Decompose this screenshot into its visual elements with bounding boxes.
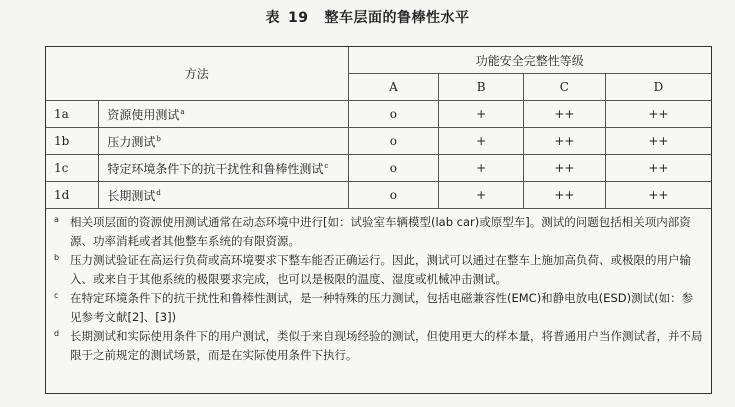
note-item xyxy=(54,327,704,365)
row-note-mark: a xyxy=(180,107,185,116)
table-row xyxy=(46,101,711,128)
row-method xyxy=(99,182,348,209)
note-mark: b xyxy=(54,253,60,262)
row-level-c: ++ xyxy=(524,155,606,182)
table-title-number: 19 xyxy=(288,10,309,26)
row-note-mark: b xyxy=(156,134,161,143)
table-title-text: 整车层面的鲁棒性水平 xyxy=(324,10,470,26)
table-notes xyxy=(54,213,704,365)
table-title-label: 表 xyxy=(265,10,280,26)
method-header: 方法 xyxy=(46,47,348,101)
row-level-d: ++ xyxy=(605,128,711,155)
row-id: 1a xyxy=(46,101,99,128)
level-header-c: C xyxy=(524,74,606,101)
note-text: 压力测试验证在高运行负荷或高环境要求下整车能否正确运行。因此，测试可以通过在整车上施加高负荷、或极限的用户输入、或来自于其他系统的极限要求完成，也可以是极限的温度、湿度或机械冲击测试。 xyxy=(70,253,691,286)
row-level-d: ++ xyxy=(605,182,711,209)
row-method-text: 长期测试 xyxy=(107,188,156,203)
row-note-mark: c xyxy=(324,161,329,170)
row-note-mark: d xyxy=(156,188,161,197)
row-id: 1c xyxy=(46,155,99,182)
row-level-a: o xyxy=(348,128,439,155)
row-level-b: + xyxy=(439,182,524,209)
note-item xyxy=(54,213,704,251)
row-level-b: + xyxy=(439,101,524,128)
note-mark: d xyxy=(54,329,60,338)
table-row xyxy=(46,128,711,155)
row-level-a: o xyxy=(348,155,439,182)
row-id: 1d xyxy=(46,182,99,209)
row-level-d: ++ xyxy=(605,155,711,182)
level-header-a: A xyxy=(348,74,439,101)
note-text: 相关项层面的资源使用测试通常在动态环境中进行[如：试验室车辆模型(lab car)或原型车]。测试的问题包括相关项内部资源、功率消耗或者其他整车系统的有限资源。 xyxy=(70,215,691,248)
note-mark: a xyxy=(54,215,59,224)
row-id: 1b xyxy=(46,128,99,155)
table-row xyxy=(46,155,711,182)
row-level-b: + xyxy=(439,155,524,182)
row-level-b: + xyxy=(439,128,524,155)
note-item xyxy=(54,251,704,289)
row-level-c: ++ xyxy=(524,182,606,209)
row-level-d: ++ xyxy=(605,101,711,128)
row-level-a: o xyxy=(348,182,439,209)
level-header-d: D xyxy=(605,74,711,101)
asil-header: 功能安全完整性等级 xyxy=(348,47,711,74)
row-method-text: 特定环境条件下的抗干扰性和鲁棒性测试 xyxy=(107,161,324,176)
robustness-table xyxy=(46,47,711,209)
row-level-c: ++ xyxy=(524,101,606,128)
table-frame xyxy=(45,46,712,394)
row-method xyxy=(99,155,348,182)
row-level-a: o xyxy=(348,101,439,128)
note-item xyxy=(54,289,704,327)
note-text: 在特定环境条件下的抗干扰性和鲁棒性测试，是一种特殊的压力测试，包括电磁兼容性(EMC)和静电放电(ESD)测试(如：参见参考文献[2]、[3]) xyxy=(70,291,694,324)
row-method xyxy=(99,101,348,128)
note-mark: c xyxy=(54,291,59,300)
row-level-c: ++ xyxy=(524,128,606,155)
table-title xyxy=(0,7,735,27)
row-method-text: 资源使用测试 xyxy=(107,107,180,122)
level-header-b: B xyxy=(439,74,524,101)
table-row xyxy=(46,182,711,209)
note-text: 长期测试和实际使用条件下的用户测试，类似于来自现场经验的测试，但使用更大的样本量，将普通用户当作测试者，并不局限于之前规定的测试场景，而是在实际使用条件下执行。 xyxy=(70,329,703,362)
row-method xyxy=(99,128,348,155)
row-method-text: 压力测试 xyxy=(107,134,156,149)
